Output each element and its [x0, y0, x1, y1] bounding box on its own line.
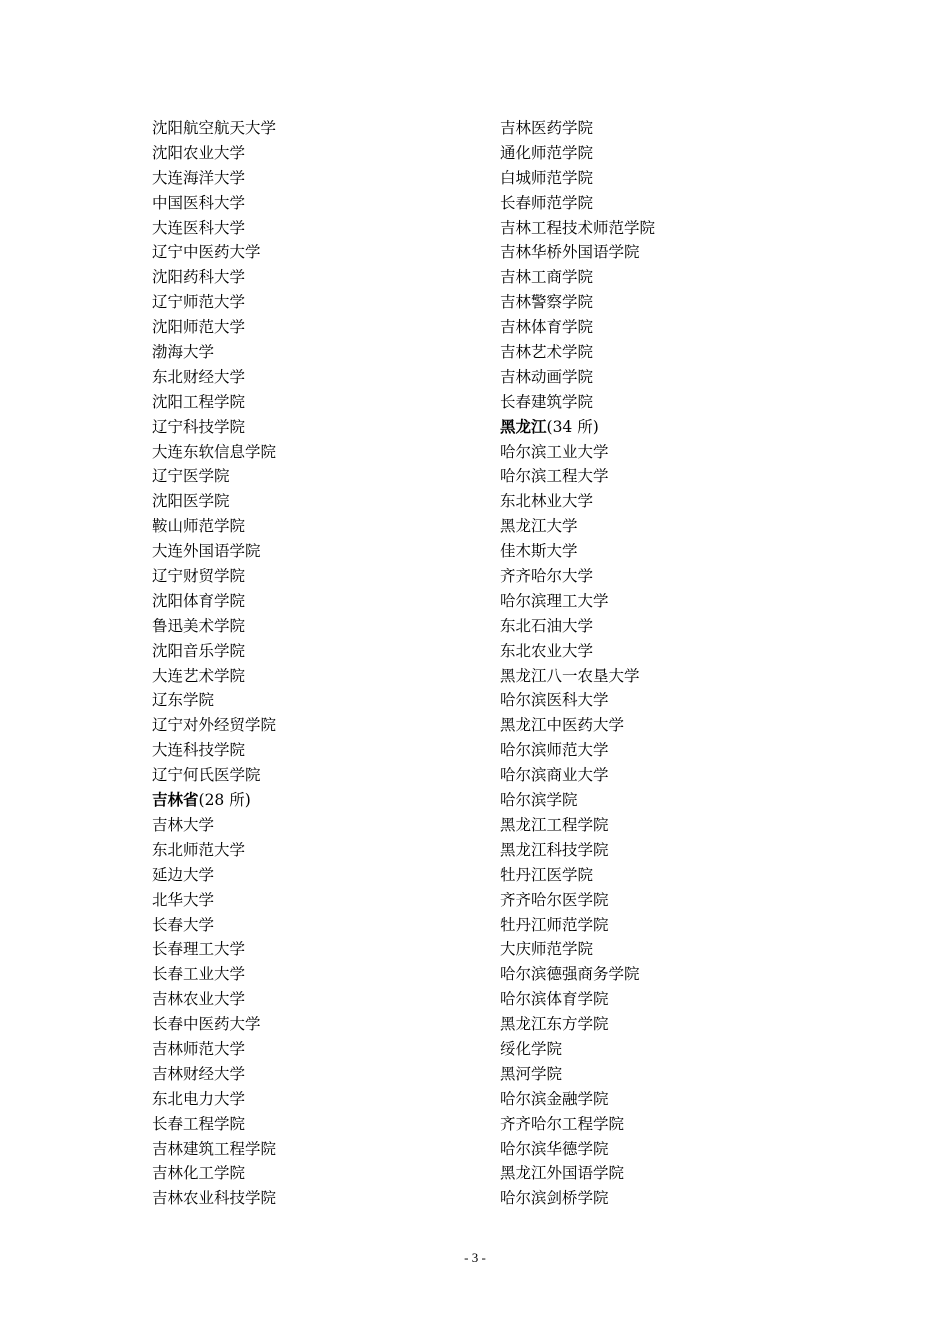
school-name: 哈尔滨医科大学 [500, 691, 609, 710]
school-name: 辽宁医学院 [152, 467, 230, 486]
school-name: 绥化学院 [500, 1039, 563, 1058]
school-name: 东北财经大学 [152, 367, 246, 386]
school-name: 哈尔滨学院 [500, 791, 578, 810]
left-column [152, 116, 276, 1211]
school-name: 长春工业大学 [152, 965, 246, 984]
school-name: 鞍山师范学院 [152, 517, 246, 536]
school-name: 长春工程学院 [152, 1114, 246, 1133]
school-name: 吉林动画学院 [500, 367, 594, 386]
school-name: 齐齐哈尔工程学院 [500, 1114, 625, 1133]
school-name: 黑龙江大学 [500, 517, 578, 536]
school-name: 哈尔滨理工大学 [500, 591, 609, 610]
school-name: 渤海大学 [152, 343, 215, 362]
school-name: 大连东软信息学院 [152, 442, 277, 461]
school-name: 沈阳农业大学 [152, 143, 246, 162]
province-name: 黑龙江 [500, 417, 547, 436]
school-name: 通化师范学院 [500, 143, 594, 162]
school-name: 哈尔滨工程大学 [500, 467, 609, 486]
school-name: 吉林师范大学 [152, 1039, 246, 1058]
school-name: 长春理工大学 [152, 940, 246, 959]
school-name: 大连科技学院 [152, 741, 246, 760]
school-name: 佳木斯大学 [500, 542, 578, 561]
school-name: 大连医科大学 [152, 218, 246, 237]
school-name: 东北石油大学 [500, 616, 594, 635]
school-name: 哈尔滨体育学院 [500, 990, 609, 1009]
school-name: 沈阳药科大学 [152, 268, 246, 287]
school-name: 牡丹江师范学院 [500, 915, 609, 934]
school-name: 齐齐哈尔大学 [500, 567, 594, 586]
school-name: 沈阳工程学院 [152, 392, 246, 411]
school-name: 长春中医药大学 [152, 1015, 261, 1034]
school-name: 哈尔滨华德学院 [500, 1139, 609, 1158]
school-name: 东北电力大学 [152, 1089, 246, 1108]
school-name: 东北农业大学 [500, 641, 594, 660]
school-name: 吉林工商学院 [500, 268, 594, 287]
school-name: 沈阳师范大学 [152, 318, 246, 337]
school-name: 辽东学院 [152, 691, 215, 710]
province-name: 吉林省 [152, 791, 199, 810]
province-heading [500, 415, 655, 440]
school-name: 延边大学 [152, 865, 215, 884]
school-name: 吉林农业大学 [152, 990, 246, 1009]
school-name: 吉林化工学院 [152, 1164, 246, 1183]
school-name: 北华大学 [152, 890, 215, 909]
school-name: 鲁迅美术学院 [152, 616, 246, 635]
school-name: 东北师范大学 [152, 840, 246, 859]
school-name: 辽宁何氏医学院 [152, 766, 261, 785]
school-name: 大庆师范学院 [500, 940, 594, 959]
school-name: 吉林艺术学院 [500, 343, 594, 362]
school-name: 长春师范学院 [500, 193, 594, 212]
school-name: 吉林警察学院 [500, 293, 594, 312]
school-name: 辽宁对外经贸学院 [152, 716, 277, 735]
school-name: 黑龙江工程学院 [500, 815, 609, 834]
school-name: 哈尔滨剑桥学院 [500, 1189, 609, 1208]
school-name: 辽宁财贸学院 [152, 567, 246, 586]
school-name: 黑龙江八一农垦大学 [500, 666, 640, 685]
school-name: 哈尔滨工业大学 [500, 442, 609, 461]
school-name: 中国医科大学 [152, 193, 246, 212]
school-name: 黑龙江东方学院 [500, 1015, 609, 1034]
province-heading [152, 788, 276, 813]
school-name: 哈尔滨商业大学 [500, 766, 609, 785]
school-name: 大连艺术学院 [152, 666, 246, 685]
school-name: 吉林华桥外国语学院 [500, 243, 640, 262]
school-count: (34 所) [546, 417, 599, 436]
page-number: - 3 - [464, 1250, 486, 1265]
school-count: (28 所) [198, 791, 251, 810]
school-name: 东北林业大学 [500, 492, 594, 511]
school-name: 哈尔滨金融学院 [500, 1089, 609, 1108]
school-name: 大连外国语学院 [152, 542, 261, 561]
school-name: 长春大学 [152, 915, 215, 934]
school-name: 黑龙江科技学院 [500, 840, 609, 859]
school-name: 吉林大学 [152, 815, 215, 834]
school-name: 大连海洋大学 [152, 168, 246, 187]
school-name: 辽宁科技学院 [152, 417, 246, 436]
school-name: 辽宁师范大学 [152, 293, 246, 312]
school-name: 辽宁中医药大学 [152, 243, 261, 262]
school-name: 哈尔滨师范大学 [500, 741, 609, 760]
school-name: 白城师范学院 [500, 168, 594, 187]
school-name: 长春建筑学院 [500, 392, 594, 411]
school-name: 吉林农业科技学院 [152, 1189, 277, 1208]
school-name: 沈阳体育学院 [152, 591, 246, 610]
school-name: 黑河学院 [500, 1064, 563, 1083]
school-name: 沈阳音乐学院 [152, 641, 246, 660]
school-name: 黑龙江中医药大学 [500, 716, 625, 735]
school-name: 牡丹江医学院 [500, 865, 594, 884]
school-name: 黑龙江外国语学院 [500, 1164, 625, 1183]
school-name: 吉林财经大学 [152, 1064, 246, 1083]
school-name: 沈阳航空航天大学 [152, 119, 277, 137]
school-name: 吉林工程技术师范学院 [500, 218, 656, 237]
school-name: 沈阳医学院 [152, 492, 230, 511]
right-column [500, 116, 655, 1211]
school-name: 吉林建筑工程学院 [152, 1139, 277, 1158]
school-name: 吉林体育学院 [500, 318, 594, 337]
school-name: 吉林医药学院 [500, 119, 594, 137]
school-name: 齐齐哈尔医学院 [500, 890, 609, 909]
school-name: 哈尔滨德强商务学院 [500, 965, 640, 984]
